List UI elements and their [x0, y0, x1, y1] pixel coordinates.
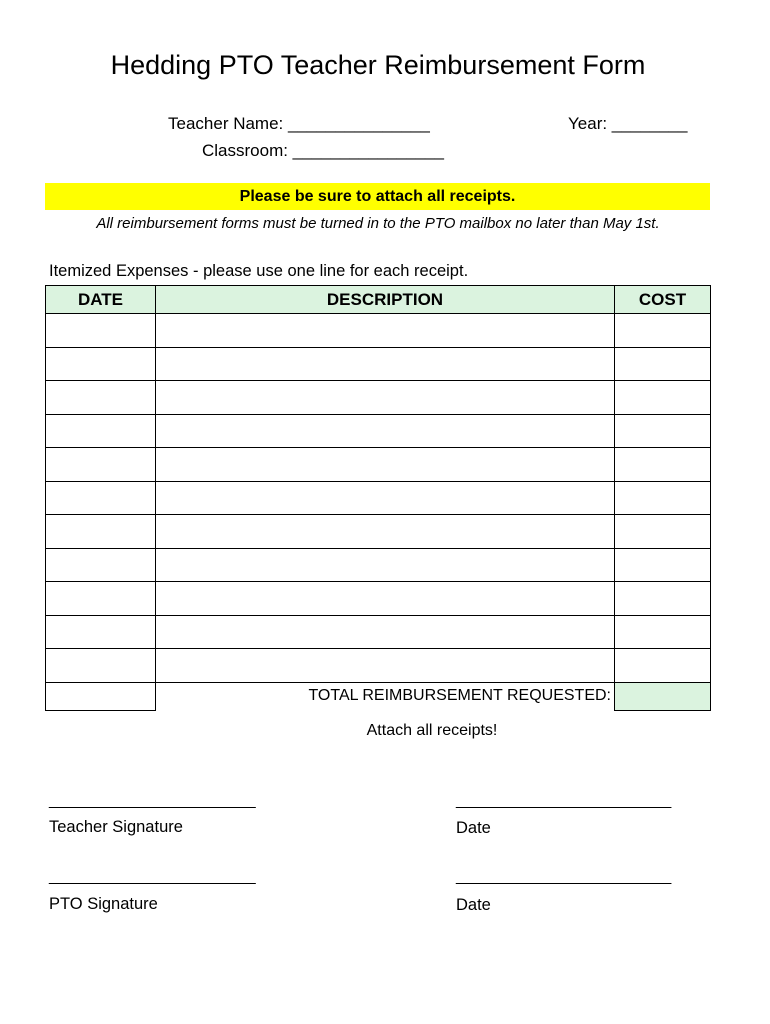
table-row: [46, 582, 711, 616]
date-cell[interactable]: [46, 582, 156, 616]
cost-cell[interactable]: [615, 448, 711, 482]
cost-cell[interactable]: [615, 314, 711, 348]
teacher-signature-line[interactable]: ________________________: [49, 792, 256, 809]
table-row: [46, 649, 711, 683]
teacher-signature-label: Teacher Signature: [49, 818, 183, 836]
receipts-banner: Please be sure to attach all receipts.: [45, 183, 710, 210]
classroom-field[interactable]: Classroom: ________________: [202, 141, 444, 160]
table-row: [46, 515, 711, 549]
total-label: TOTAL REIMBURSEMENT REQUESTED:: [308, 687, 611, 705]
description-column-header: DESCRIPTION: [156, 286, 615, 314]
table-row: [46, 314, 711, 348]
cost-cell[interactable]: [615, 347, 711, 381]
pto-date-label: Date: [456, 896, 491, 914]
pto-signature-label: PTO Signature: [49, 895, 158, 913]
cost-cell[interactable]: [615, 582, 711, 616]
cost-cell[interactable]: [615, 414, 711, 448]
total-row-blank-cell: [46, 682, 156, 710]
cost-cell[interactable]: [615, 615, 711, 649]
description-cell[interactable]: [156, 448, 615, 482]
description-cell[interactable]: [156, 582, 615, 616]
date-column-header: DATE: [46, 286, 156, 314]
pto-signature-line[interactable]: ________________________: [49, 868, 256, 885]
teacher-name-field[interactable]: Teacher Name: _______________: [168, 114, 430, 133]
year-field[interactable]: Year: ________: [568, 114, 688, 133]
description-cell[interactable]: [156, 481, 615, 515]
table-row: [46, 448, 711, 482]
date-cell[interactable]: [46, 381, 156, 415]
table-row: [46, 414, 711, 448]
description-cell[interactable]: [156, 615, 615, 649]
cost-cell[interactable]: [615, 548, 711, 582]
teacher-date-line[interactable]: _________________________: [456, 792, 671, 809]
table-row: [46, 347, 711, 381]
cost-cell[interactable]: [615, 649, 711, 683]
description-cell[interactable]: [156, 548, 615, 582]
total-amount-cell[interactable]: [615, 682, 711, 710]
table-header-row: [46, 286, 711, 314]
description-cell[interactable]: [156, 414, 615, 448]
pto-date-line[interactable]: _________________________: [456, 868, 671, 885]
table-row: [46, 615, 711, 649]
cost-column-header: COST: [615, 286, 711, 314]
itemized-expenses-label: Itemized Expenses - please use one line for each receipt.: [49, 262, 469, 280]
description-cell[interactable]: [156, 347, 615, 381]
table-row: [46, 548, 711, 582]
table-row: [46, 481, 711, 515]
date-cell[interactable]: [46, 481, 156, 515]
date-cell[interactable]: [46, 414, 156, 448]
description-cell[interactable]: [156, 649, 615, 683]
date-cell[interactable]: [46, 347, 156, 381]
date-cell[interactable]: [46, 515, 156, 549]
cost-cell[interactable]: [615, 481, 711, 515]
description-cell[interactable]: [156, 381, 615, 415]
cost-cell[interactable]: [615, 381, 711, 415]
date-cell[interactable]: [46, 649, 156, 683]
description-cell[interactable]: [156, 515, 615, 549]
total-row: [46, 682, 711, 710]
description-cell[interactable]: [156, 314, 615, 348]
deadline-notice: All reimbursement forms must be turned in to the PTO mailbox no later than May 1st.: [96, 215, 660, 232]
expenses-table: [45, 285, 711, 711]
table-row: [46, 381, 711, 415]
teacher-date-label: Date: [456, 819, 491, 837]
date-cell[interactable]: [46, 314, 156, 348]
date-cell[interactable]: [46, 548, 156, 582]
date-cell[interactable]: [46, 448, 156, 482]
date-cell[interactable]: [46, 615, 156, 649]
attach-receipts-note: Attach all receipts!: [366, 722, 498, 739]
cost-cell[interactable]: [615, 515, 711, 549]
page-title: Hedding PTO Teacher Reimbursement Form: [110, 50, 646, 80]
